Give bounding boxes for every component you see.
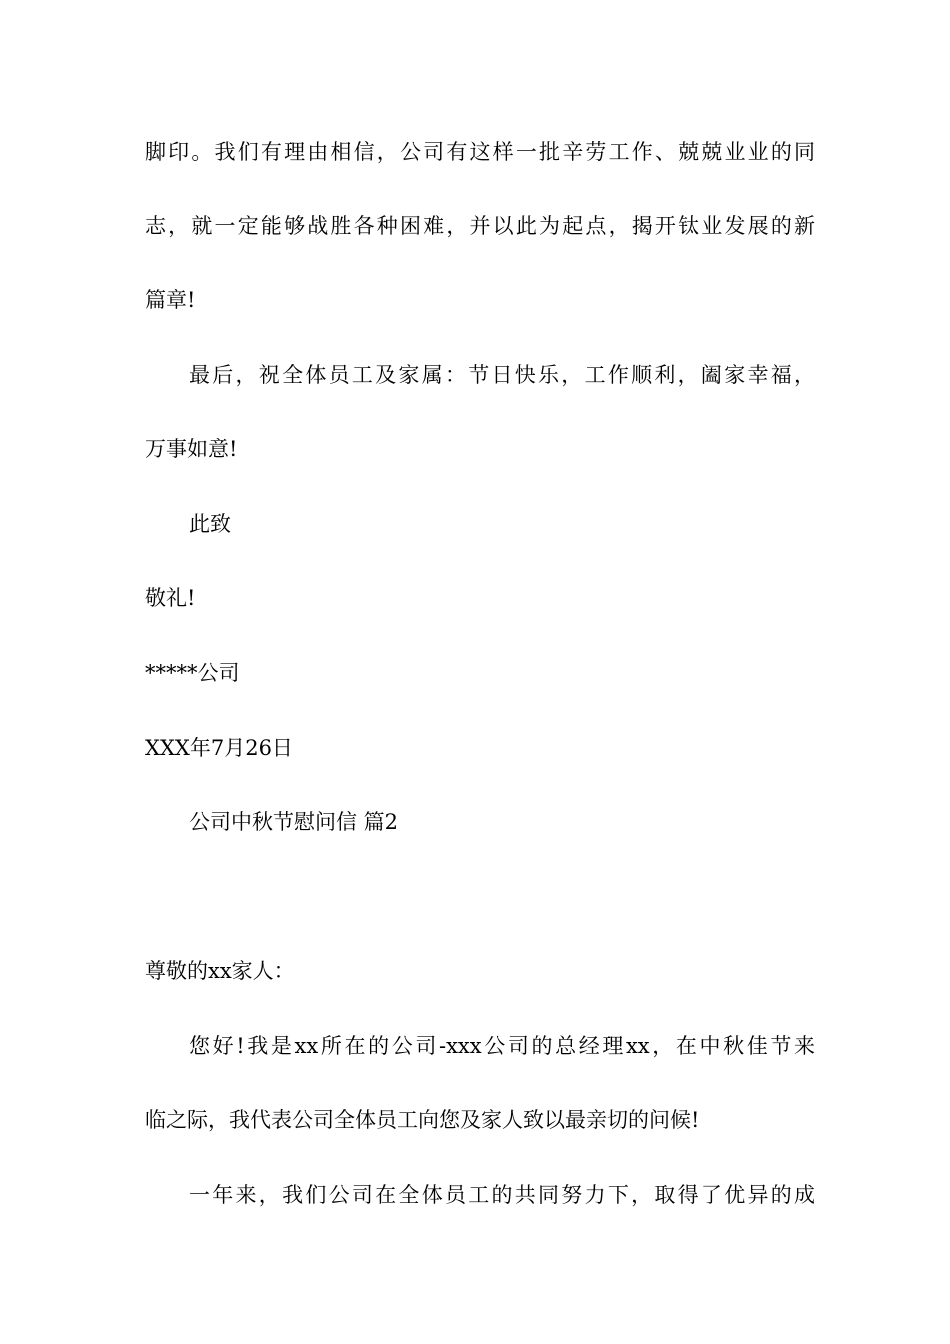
section-heading: 公司中秋节慰问信 篇2 bbox=[189, 810, 399, 834]
paragraph-line: 志，就一定能够战胜各种困难，并以此为起点，揭开钛业发展的新 bbox=[145, 214, 815, 238]
signature-date: XXX年7月26日 bbox=[145, 736, 293, 760]
paragraph-line: 脚印。我们有理由相信，公司有这样一批辛劳工作、兢兢业业的同 bbox=[145, 140, 815, 164]
paragraph-line: 一年来，我们公司在全体员工的共同努力下，取得了优异的成 bbox=[189, 1183, 815, 1207]
paragraph-line: 您好!我是xx所在的公司-xxx公司的总经理xx，在中秋佳节来 bbox=[189, 1034, 815, 1058]
letter-greeting: 尊敬的xx家人： bbox=[145, 959, 295, 983]
closing-salutation: 此致 bbox=[189, 512, 231, 536]
signature-company: *****公司 bbox=[145, 661, 240, 685]
closing-regards: 敬礼! bbox=[145, 586, 196, 610]
paragraph-line: 万事如意! bbox=[145, 437, 238, 461]
paragraph-line: 最后，祝全体员工及家属：节日快乐，工作顺利，阖家幸福， bbox=[189, 363, 815, 387]
paragraph-line: 临之际，我代表公司全体员工向您及家人致以最亲切的问候! bbox=[145, 1108, 700, 1132]
paragraph-line: 篇章! bbox=[145, 288, 196, 312]
